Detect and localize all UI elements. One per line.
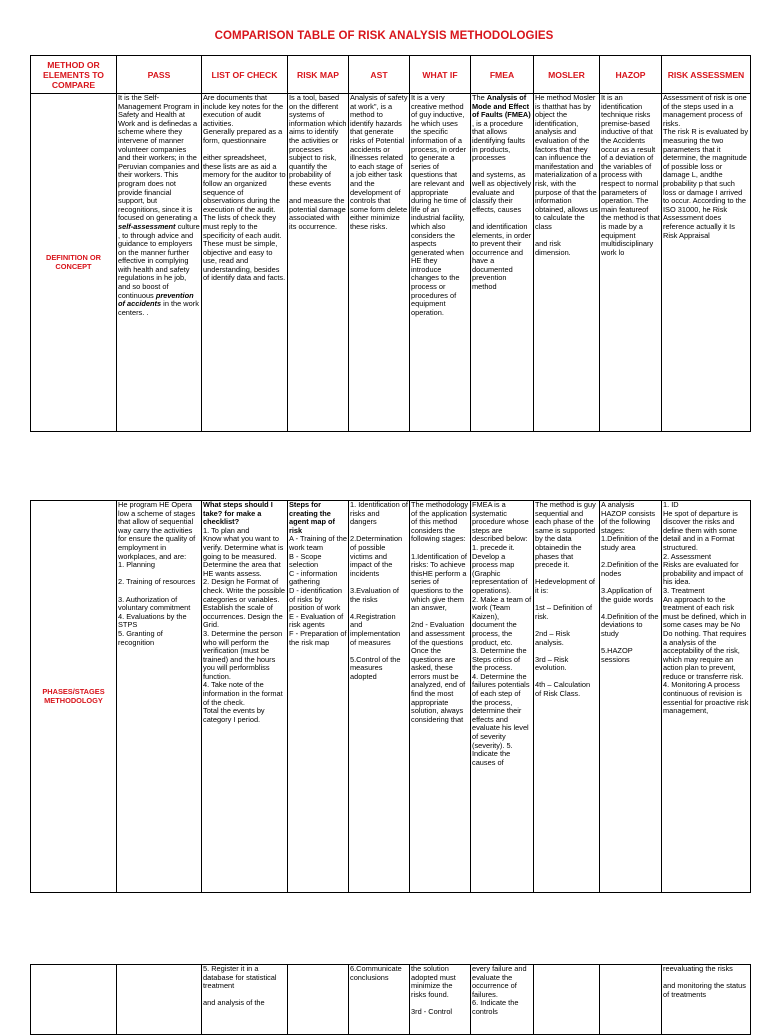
- cell-definition-fmea: The Analysis of Mode and Effect of Faults (FMEA) , is a procedure that allows identifying faults in products, processes and systems, as well as objectively evaluate and classify their effects, causes and identification elements, in order to prevent their occurrence and have a documented prevention method: [471, 94, 534, 432]
- comparison-table-phases: [30, 500, 751, 893]
- definition-row: [31, 94, 751, 432]
- cell-definition-check: Are documents that include key notes for the execution of audit activities. Generally prepared as a form, questionnaire either spreadsheet, these lists are as aid a memory for the auditor to follow an organized sequence of observations during the execution of the audit. The lists of check they must reply to the specificity of each audit. These must be simple, objective and easy to use, read and understanding, besides of identify data and facts.: [202, 94, 288, 432]
- cell-phases-hazop: A analysis HAZOP consists of the following stages: 1.Definition of the study area 2.Definition of the nodes 3.Application of the guide words 4.Definition of the deviations to study 5.HAZOP sessions: [600, 501, 662, 893]
- cell-cont-fmea: every failure and evaluate the occurrence of failures. 6. Indicate the controls: [471, 965, 534, 1035]
- header-what-if: WHAT IF: [410, 56, 471, 94]
- row-label-phases: PHASES/STAGES METHODOLOGY: [31, 501, 117, 893]
- cell-cont-label: [31, 965, 117, 1035]
- cell-phases-fmea: FMEA is a systematic procedure whose steps are described below: 1. precede it. Develop a process map (Graphic representation of operations). 2. Make a team of work (Team Kaizen), document the process, the product, etc. 3. Determine the Steps critics of the process. 4. Determine the failures potentials of each step of the process, determine their effects and evaluate his level of severity (severity). 5. Indicate the causes of: [471, 501, 534, 893]
- continuation-row: [31, 965, 751, 1035]
- cell-cont-pass: [117, 965, 202, 1035]
- phases-row: [31, 501, 751, 893]
- cell-phases-check: What steps should I take? for make a checklist? 1. To plan and Know what you want to verify. Determine what is going to be measured. Determine the area that HE wants assess. 2. Design he Format of check. Write the possible categories or variables. Establish the scale of occurrences. Design the Grid. 3. Determine the person who will perform the verification (must be trained) and the hours you will performbliss function. 4. Take note of the information in the format of the check. Total the events by category I period.: [202, 501, 288, 893]
- cell-cont-hazop: [600, 965, 662, 1035]
- cell-definition-hazop: It is an identification technique risks premise-based inductive of that the Accidents occur as a result of a deviation of the variables of process with respect to normal parameters of operation. The main featureof the method is that is made by a equipment multidisciplinary work lo: [600, 94, 662, 432]
- cell-phases-ast: 1. Identification of risks and dangers 2.Determination of possible victims and impact of the incidents 3.Evaluation of the risks 4.Registration and implementation of measures 5.Control of the measures adopted: [349, 501, 410, 893]
- cell-definition-mosler: He method Mosler is thatthat has by object the identification, analysis and evaluation of the factors that they can influence the manifestation and materialization of a risk, with the purpose of that the information obtained, allows us to calculate the class and risk dimension.: [534, 94, 600, 432]
- cell-cont-assess: reevaluating the risks and monitoring the status of treatments: [662, 965, 751, 1035]
- cell-cont-mosler: [534, 965, 600, 1035]
- header-row: [31, 56, 751, 94]
- cell-definition-pass: It is the Self-Management Program in Safety and Health at Work and is definedas a scheme where they intervene of manner volunteer companies and their workers; in the Peruvian companies and their workers. This program does not provide financial support, but recognitions, since it is focused on generating a self-assessment culture , to through advice and guidance to employers on the manner further effective in complying with health and safety regulations in he job, and so boost of continuous prevention of accidents in the work centers. .: [117, 94, 202, 432]
- header-method: METHOD OR ELEMENTS TO COMPARE: [31, 56, 117, 94]
- cell-phases-pass: He program HE Opera low a scheme of stages that allow of sequential way carry the activities for ensure the quality of employment in workplaces, and are: 1. Planning 2. Training of resources 3. Authorization of voluntary commitment 4. Evaluations by the STPS 5. Granting of recognition: [117, 501, 202, 893]
- cell-definition-assess: Assessment of risk is one of the steps used in a management process of risks. The risk R is evaluated by measuring the two parameters that it determine, the magnitude of possible loss or damage L, andthe probability p that such loss or damage I arrived to occur. According to the ISO 31000, he Risk Assessment does reference actually it Is Risk Appraisal: [662, 94, 751, 432]
- cell-cont-ast: 6.Communicate conclusions: [349, 965, 410, 1035]
- cell-phases-mosler: The method is guy sequential and each phase of the same is supported by the data obtainedin the phases that precede it. Hedevelopment of it is: 1st – Definition of risk. 2nd – Risk analysis. 3rd – Risk evolution. 4th – Calculation of Risk Class.: [534, 501, 600, 893]
- cell-definition-map: Is a tool, based on the different systems of information which aims to identify the activities or processes subject to risk, quantify the probability of these events and measure the potential damage associated with its occurrence.: [288, 94, 349, 432]
- cell-definition-whatif: It is a very creative method of guy inductive, he which uses the specific information of a process, in order to generate a series of questions that are relevant and appropriate during he time of life of an industrial facility, which also considers the aspects generated when HE they introduce changes to the process or procedures of equipment operation.: [410, 94, 471, 432]
- header-fmea: FMEA: [471, 56, 534, 94]
- cell-cont-check: 5. Register it in a database for statistical treatment and analysis of the: [202, 965, 288, 1035]
- document-title: COMPARISON TABLE OF RISK ANALYSIS METHODOLOGIES: [214, 30, 554, 42]
- cell-phases-map: Steps for creating the agent map of risk A - Training of the work team B - Scope selection C - information gathering D - identification of risks by position of work E - Evaluation of risk agents F - Preparation of the risk map: [288, 501, 349, 893]
- header-hazop: HAZOP: [600, 56, 662, 94]
- cell-definition-ast: Analysis of safety at work", is a method to identify hazards that generate risks of Potential accidents or illnesses related to each stage of a job either task and the development of controls that some form delete either minimize these risks.: [349, 94, 410, 432]
- header-ast: AST: [349, 56, 410, 94]
- cell-phases-whatif: The methodology of the application of this method considers the following stages: 1.Identification of risks: To achieve thisHE perform a series of questions to the which give them an answer, 2nd - Evaluation and assessment of the questions Once the questions are asked, these errors must be analyzed, end of find the most appropriate solution, always considering that: [410, 501, 471, 893]
- header-risk-assessment: RISK ASSESSMEN: [662, 56, 751, 94]
- cell-phases-assess: 1. ID He spot of departure is discover the risks and define them with some detail and in a Format structured. 2. Assessment Risks are evaluated for probability and impact of his idea. 3. Treatment An approach to the treatment of each risk must be defined, which in some cases may be No Do nothing. That requires a analysis of the acceptability of the risk, which may require an action plan to prevent, reduce or transferre risk. 4. Monitoring A process continuous of revision is essential for proactive risk management,: [662, 501, 751, 893]
- header-list-of-check: LIST OF CHECK: [202, 56, 288, 94]
- header-risk-map: RISK MAP: [288, 56, 349, 94]
- comparison-table-definition: [30, 55, 751, 432]
- header-mosler: MOSLER: [534, 56, 600, 94]
- row-label-definition: DEFINITION OR CONCEPT: [31, 94, 117, 432]
- comparison-table-continuation: [30, 964, 751, 1035]
- header-pass: PASS: [117, 56, 202, 94]
- cell-cont-map: [288, 965, 349, 1035]
- cell-cont-whatif: the solution adopted must minimize the risks found. 3rd - Control: [410, 965, 471, 1035]
